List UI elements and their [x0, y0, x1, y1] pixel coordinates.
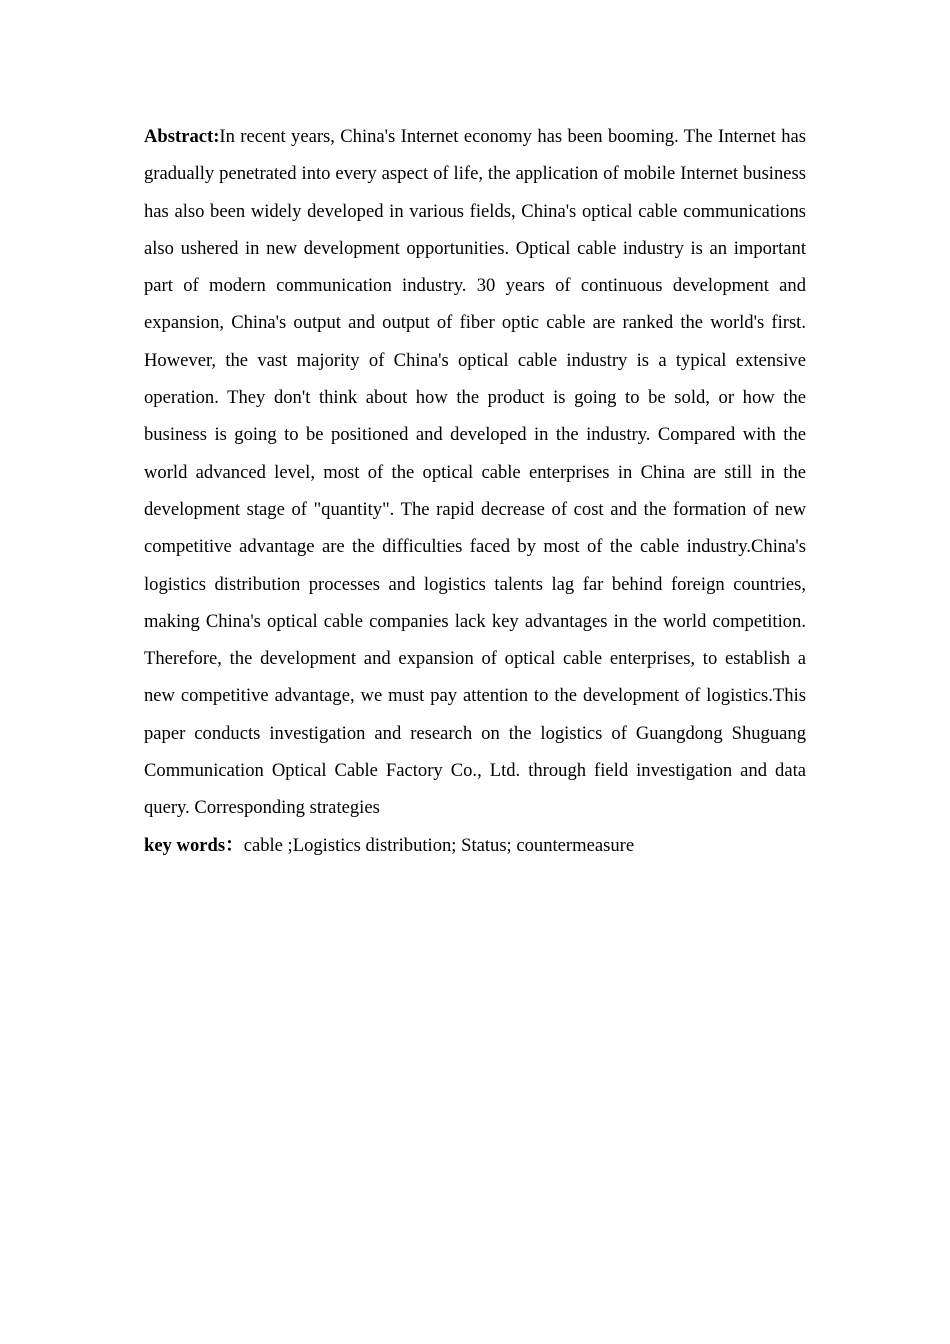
abstract-text: In recent years, China's Internet economy has been booming. The Internet has gradually penetrated into every aspect of life, the application of mobile Internet business has also been widely developed in various fields, China's optical cable communications also ushered in new development opportunities. Optical cable industry is an important part of modern communication industry. 30 years of continuous development and expansion, China's output and output of fiber optic cable are ranked the world's first. However, the vast majority of China's optical cable industry is a typical extensive operation. They don't think about how the product is going to be sold, or how the business is going to be positioned and developed in the industry. Compared with the world advanced level, most of the optical cable enterprises in China are still in the development stage of "quantity". The rapid decrease of cost and the formation of new competitive advantage are the difficulties faced by most of the cable industry.China's logistics distribution processes and logistics talents lag far behind foreign countries, making China's optical cable companies lack key advantages in the world competition. Therefore, the development and expansion of optical cable enterprises, to establish a new competitive advantage, we must pay attention to the development of logistics.This paper conducts investigation and research on the logistics of Guangdong Shuguang Communication Optical Cable Factory Co., Ltd. through field investigation and data query. Corresponding strategies [144, 126, 806, 819]
keywords-text: cable ;Logistics distribution; Status; countermeasure [243, 834, 635, 856]
abstract-label: Abstract: [144, 126, 220, 147]
keywords-line [144, 827, 806, 864]
abstract-paragraph [144, 118, 806, 827]
keywords-label: key words： [144, 834, 244, 856]
abstract-section [144, 118, 806, 864]
